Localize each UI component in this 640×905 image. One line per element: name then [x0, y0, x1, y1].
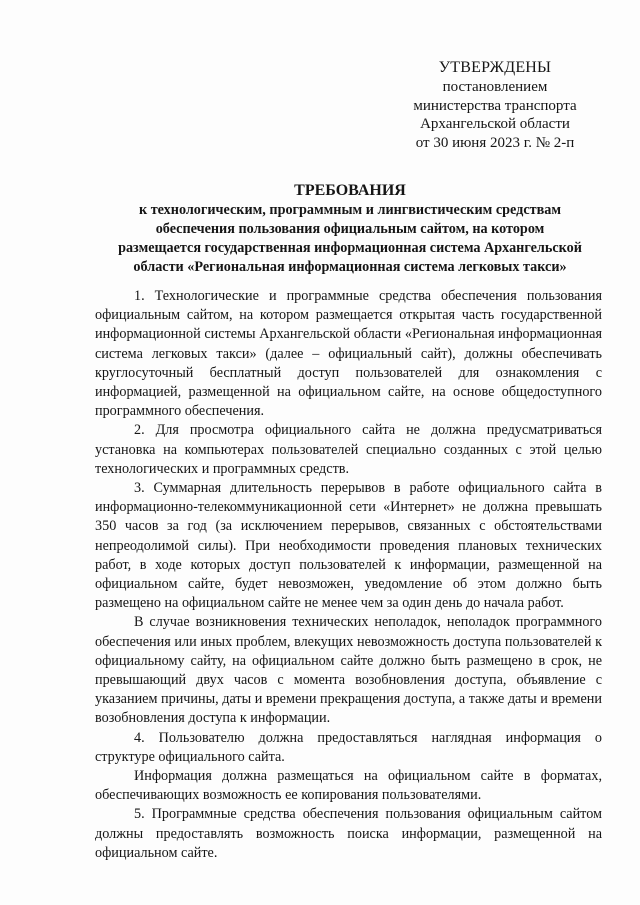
paragraph-1: 1. Технологические и программные средства обеспечения пользования официальным сайтом, на котором размещается открытая часть государственной информационной системы Архангельской области «Региональная информационная система легковых такси» (далее – официальный сайт), должны обеспечивать круглосуточный бесплатный доступ пользователей для ознакомления с информацией, размещенной на официальном сайте, на основе общедоступного программного обеспечения. — [95, 288, 602, 420]
paragraph-4-continued: Информация должна размещаться на официальном сайте в форматах, обеспечивающих возможность ее копирования пользователями. — [95, 768, 602, 804]
title-line: размещается государственная информационная система Архангельской — [118, 240, 582, 256]
paragraph-3: 3. Суммарная длительность перерывов в работе официального сайта в информационно-телекоммуникационной сети «Интернет» не должна превышать 350 часов за год (за исключением перерывов, связанных с обстоятельствами непреодолимой силы). При необходимости проведения плановых технических работ, в ходе которых доступ пользователей к информации, размещенной на официальном сайте, будет невозможен, уведомление об этом должно быть размещено на официальном сайте не менее чем за один день до начала работ. — [95, 480, 602, 612]
paragraph-4: 4. Пользователю должна предоставляться наглядная информация о структуре официального сайта. — [95, 729, 602, 765]
paragraph-3-continued: В случае возникновения технических неполадок, неполадок программного обеспечения или иных проблем, влекущих невозможность доступа пользователей к официальному сайту, на официальном сайте должно быть размещено в срок, не превышающий двух часов с момента возобновления доступа, объявление с указанием причины, даты и времени прекращения доступа, а также даты и времени возобновления доступа к информации. — [95, 614, 602, 727]
approval-date: от 30 июня 2023 г. № 2-п — [415, 134, 575, 151]
title-line: к технологическим, программным и лингвистическим средствам — [138, 202, 562, 218]
title-main: ТРЕБОВАНИЯ — [294, 182, 406, 199]
approval-line: министерства транспорта — [413, 97, 577, 114]
approval-heading: УТВЕРЖДЕНЫ — [438, 59, 552, 76]
approval-line: Архангельской области — [420, 116, 570, 132]
title-line: обеспечения пользования официальным сайтом, на котором — [155, 221, 545, 237]
paragraph-2: 2. Для просмотра официального сайта не должна предусматриваться установка на компьютерах пользователей специально созданных с этой целью технологических и программных средств. — [95, 422, 602, 477]
paragraph-5: 5. Программные средства обеспечения пользования официальным сайтом должны предоставлять возможность поиска информации, размещенной на официальном сайте. — [95, 806, 602, 861]
approval-line: постановлением — [442, 79, 548, 95]
document-title — [92, 181, 608, 277]
approval-stamp — [405, 58, 585, 152]
title-line: области «Региональная информационная система легковых такси» — [133, 259, 567, 275]
document-body — [95, 287, 602, 863]
